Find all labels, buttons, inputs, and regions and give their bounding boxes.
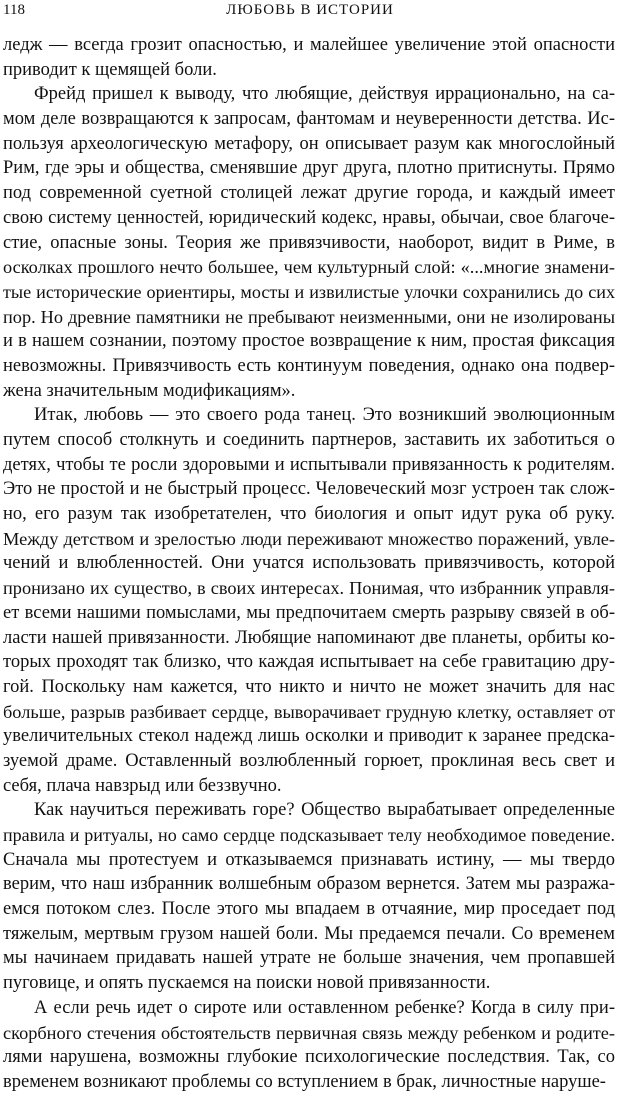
- text-line: под современной суетной столицей лежат другие города, и каждый имеет: [3, 183, 615, 204]
- text-line: ет всеми нашими помыслами, мы предпочитаем смерть разрыву связей в об-: [3, 602, 615, 623]
- body-text: [3, 33, 615, 1095]
- text-line: приводит к щемящей боли.: [3, 59, 217, 80]
- text-line: пор. Но древние памятники не пребывают неизменными, они не изолированы: [3, 306, 615, 327]
- text-line: увеличительных стекол надежд лишь осколки и приводит к заранее предска-: [3, 726, 615, 747]
- text-line: путем способ столкнуть и соединить партнеров, заставить их заботиться о: [3, 430, 615, 450]
- text-line: Фрейд пришел к выводу, что любящие, действуя иррационально, на са-: [34, 84, 615, 105]
- running-title: ЛЮБОВЬ В ИСТОРИИ: [226, 2, 394, 18]
- text-line: тяжелым, мертвым грузом нашей боли. Мы предаемся печали. Со временем: [3, 923, 615, 944]
- text-line: свою систему ценностей, юридический кодекс, нравы, обычаи, свое благоче-: [3, 207, 615, 228]
- text-line: пользуя археологическую метафору, он описывает разум как многослойный: [3, 133, 615, 154]
- text-line: больше, разрыв разбивает сердце, выворачивает грудную клетку, оставляет от: [3, 701, 615, 722]
- text-line: но, его разум так изобретателен, что биология и опыт идут рука об руку.: [3, 504, 615, 525]
- text-line: торых проходят так близко, что каждая испытывает на себе гравитацию дру-: [3, 652, 615, 673]
- page-number: 118: [3, 2, 25, 18]
- text-line: верим, что наш избранник волшебным образом вернется. Затем мы разража-: [3, 874, 615, 895]
- text-line: временем возникают проблемы со вступлением в брак, личностные наруше-: [3, 1071, 606, 1092]
- text-line: мом деле возвращаются к запросам, фантомам и неуверенности детства. Ис-: [3, 109, 615, 130]
- text-line: жена значительным модификациям».: [3, 380, 296, 401]
- text-line: Между детством и зрелостью люди переживают множество поражений, увле-: [3, 528, 615, 549]
- text-line: тые исторические ориентиры, мосты и извилистые улочки сохранились до сих: [3, 281, 615, 302]
- running-header: [3, 2, 617, 22]
- text-line: ласти нашей привязанности. Любящие напоминают две планеты, орбиты ко-: [3, 627, 615, 648]
- text-line: и в нашем сознании, поэтому простое возвращение к ним, простая фиксация: [3, 331, 615, 352]
- text-line: детях, чтобы те росли здоровыми и испытывали привязанность к родителям.: [3, 454, 615, 475]
- text-line: пуговице, и опять пускаемся на поиски новой привязанности.: [3, 973, 491, 994]
- text-line: мы начинаем придавать нашей утрате не больше значения, чем пропавшей: [3, 948, 615, 969]
- text-line: чений и влюбленностей. Они учатся использовать привязчивость, которой: [3, 553, 615, 574]
- text-line: гой. Поскольку нам кажется, что никто и ничто не может значить для нас: [3, 676, 615, 697]
- text-line: скорбного стечения обстоятельств первичная связь между ребенком и родите-: [3, 1022, 615, 1043]
- text-line: пронизано их существо, в своих интересах. Понимая, что избранник управля-: [3, 578, 615, 599]
- text-line: зуемой драме. Оставленный возлюбленный горюет, проклиная весь свет и: [3, 750, 615, 771]
- text-line: Это не простой и не быстрый процесс. Человеческий мозг устроен так слож-: [3, 479, 615, 500]
- text-line: Сначала мы протестуем и отказываемся признавать истину, — мы твердо: [3, 849, 615, 870]
- text-line: Рим, где эры и общества, сменявшие друг друга, плотно притиснуты. Прямо: [3, 158, 615, 179]
- text-line: правила и ритуалы, но само сердце подсказывает телу необходимое поведение.: [3, 825, 615, 845]
- text-line: стие, опасные зоны. Теория же привязчивости, наоборот, видит в Риме, в: [3, 232, 615, 253]
- text-line: осколках прошлого нечто большее, чем культурный слой: «...многие знамени-: [3, 257, 615, 278]
- text-line: емся потоком слез. После этого мы впадаем в отчаяние, мир проседает под: [3, 899, 615, 920]
- text-line: А если речь идет о сироте или оставленном ребенке? Когда в силу при-: [34, 997, 615, 1018]
- text-line: невозможны. Привязчивость есть континуум поведения, однако она подвер-: [3, 355, 615, 376]
- text-line: себя, плача навзрыд или беззвучно.: [3, 775, 282, 796]
- text-line: лями нарушена, возможны глубокие психологические последствия. Так, со: [3, 1047, 615, 1068]
- text-line: Как научиться переживать горе? Общество вырабатывает определенные: [34, 800, 615, 821]
- text-line: Итак, любовь — это своего рода танец. Это возникший эволюционным: [34, 405, 615, 426]
- text-line: ледж — всегда грозит опасностью, и малейшее увеличение этой опасности: [3, 35, 615, 55]
